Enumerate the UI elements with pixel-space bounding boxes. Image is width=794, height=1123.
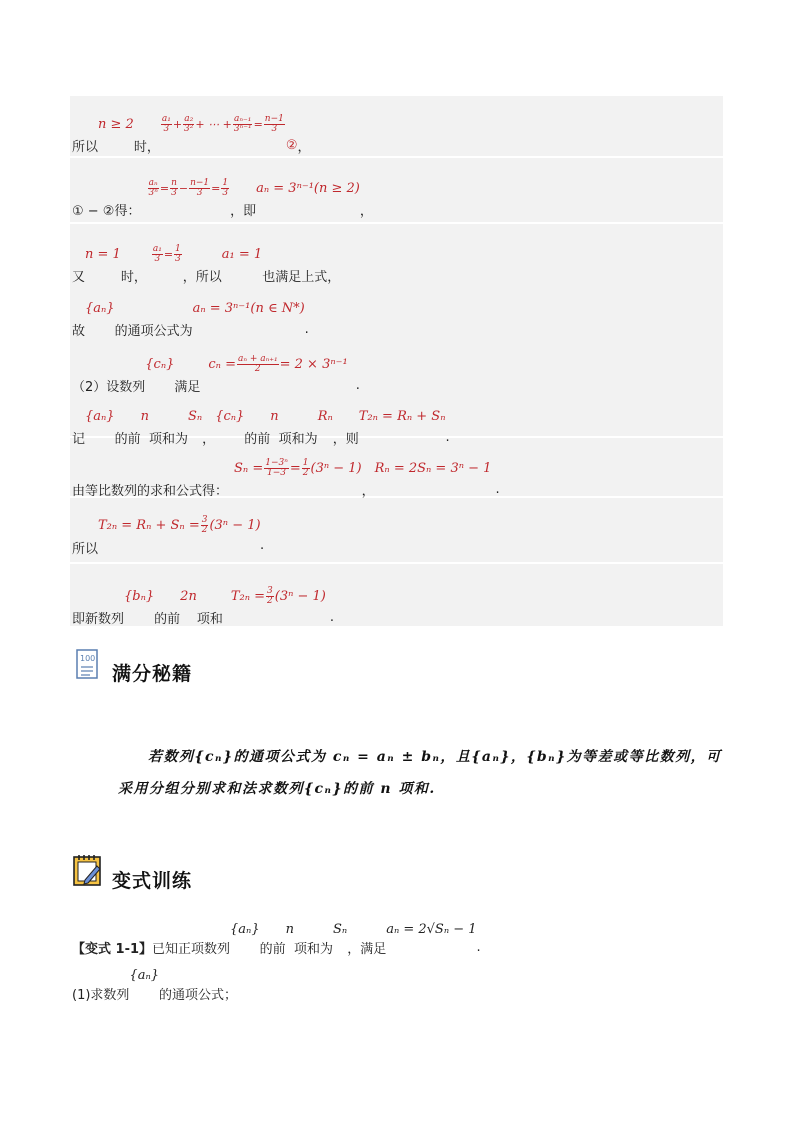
text: ，满足 — [347, 942, 387, 957]
math-var: n — [285, 922, 294, 937]
practice-heading: 变式训练 — [112, 870, 193, 892]
solution-line-1 — [72, 112, 311, 155]
text: ， — [359, 204, 373, 219]
math-sequence: {aₙ} — [230, 922, 260, 937]
math-var: n — [140, 409, 149, 424]
math-t2n-final: T₂ₙ = $\frac{3}{2}$ (3ⁿ − 1) — [230, 585, 326, 606]
math-var: Sₙ — [333, 922, 348, 937]
math-condition: n = 1 — [85, 247, 121, 262]
icon-label: 100 — [80, 654, 96, 663]
tips-heading: 满分秘籍 — [112, 663, 193, 685]
math-formula: T₂ₙ = Rₙ + Sₙ — [358, 409, 446, 424]
math-sequence: {aₙ} — [85, 409, 115, 424]
text: 时， — [133, 140, 160, 155]
math-condition: n ≥ 2 — [98, 117, 134, 132]
math-sequence: {bₙ} — [124, 589, 155, 604]
text: . — [495, 482, 500, 497]
text: 又 — [72, 270, 86, 285]
score-sheet-icon — [76, 649, 98, 679]
text: 已知正项数列 — [152, 942, 231, 957]
math-check: $\frac{\text{a₁}}{3}$ = $\frac{1}{3}$ — [152, 243, 181, 264]
solution-line-2 — [72, 176, 373, 219]
text: . — [260, 538, 265, 553]
solution-line-6 — [72, 404, 450, 447]
math-formula: aₙ = 2√Sₙ − 1 — [386, 922, 477, 937]
math-var: 2n — [180, 589, 197, 604]
text: 即新数列 — [72, 612, 125, 627]
solution-line-9 — [72, 584, 334, 627]
tips-line-1: 若数列{cₙ}的通项公式为 cₙ = aₙ ± bₙ，且{aₙ}，{bₙ}为等差或等比数列，可 — [148, 749, 722, 765]
text: ，即 — [230, 204, 257, 219]
text: 所以 — [72, 140, 99, 155]
math-cn-formula: cₙ = $\frac{\text{aₙ + aₙ₊₁}}{2}$ = 2 × 3ⁿ⁻¹ — [208, 353, 348, 374]
text: (1)求数列 — [72, 988, 130, 1003]
practice-subquestion-1 — [72, 966, 237, 1003]
panel-divider — [70, 562, 723, 564]
panel-divider — [70, 222, 723, 224]
math-difference: $\frac{\text{aₙ}}{\text{3ⁿ}}$ = $\frac{n}{3}$ − $\frac{n-1}{3}$ = $\frac{1}{3}$ — [148, 177, 229, 198]
text: 的前 — [114, 432, 141, 447]
math-sn-sum: Sₙ = $\frac{\text{1−3ⁿ}}{1-3}$ = $\frac{1}{2}$ (3ⁿ − 1) — [234, 457, 362, 478]
text: 项和为 — [148, 432, 188, 447]
text: 项和为 — [278, 432, 318, 447]
text: 项和为 — [293, 942, 333, 957]
math-var: Rₙ — [317, 409, 333, 424]
question-label: 【变式 1-1】 — [72, 942, 153, 957]
text: . — [329, 610, 335, 625]
practice-question — [72, 920, 481, 957]
text: 记 — [72, 432, 86, 447]
circled-two: ② — [285, 138, 298, 153]
solution-line-7 — [72, 456, 500, 499]
text: 故 — [72, 324, 86, 339]
text: . — [304, 322, 309, 337]
text: 的通项公式； — [158, 988, 237, 1003]
math-formula: a₁ = 1 — [221, 247, 263, 262]
text: ，则 — [332, 432, 359, 447]
text: 满足 — [174, 380, 201, 395]
text: ，所以 — [182, 270, 222, 285]
solution-line-4 — [72, 296, 309, 339]
text: ， — [361, 484, 375, 499]
notepad-pencil-icon — [73, 854, 103, 886]
text: . — [355, 378, 360, 393]
text: 项和 — [196, 612, 223, 627]
math-var: n — [270, 409, 279, 424]
math-formula: Rₙ = 2Sₙ = 3ⁿ − 1 — [374, 461, 492, 476]
tips-line-2: 采用分组分别求和法求数列{cₙ}的前 n 项和. — [118, 781, 436, 797]
math-formula: aₙ = 3ⁿ⁻¹(n ∈ N*) — [192, 301, 305, 316]
text: ， — [202, 432, 216, 447]
text: 由等比数列的求和公式得： — [72, 484, 229, 499]
solution-line-3 — [72, 242, 340, 285]
text: 的通项公式为 — [114, 324, 193, 339]
text: 时， — [120, 270, 147, 285]
text: （2）设数列 — [72, 380, 146, 395]
text: 的前 — [259, 942, 286, 957]
math-sequence: {cₙ} — [145, 357, 175, 372]
math-sequence: {aₙ} — [129, 968, 159, 983]
math-t2n: T₂ₙ = Rₙ + Sₙ = $\frac{3}{2}$ (3ⁿ − 1) — [98, 515, 261, 536]
math-sequence: {aₙ} — [85, 301, 115, 316]
math-formula: aₙ = 3ⁿ⁻¹(n ≥ 2) — [256, 181, 360, 196]
text: 所以 — [72, 542, 99, 557]
math-sum-equation: $\frac{\text{a₁}}{3}$ + $\frac{\text{a₂}}{\text{3²}}$ + ⋯ + $\frac{\text{aₙ₋₁}}{\text{3ⁿ⁻¹}}$ = $\frac{n-1}{3}$ — [161, 113, 284, 134]
text: . — [476, 940, 481, 955]
panel-divider — [70, 156, 723, 158]
text: . — [445, 430, 450, 445]
text: 也满足上式， — [262, 270, 341, 285]
solution-line-5 — [72, 352, 360, 395]
text: ① − ②得： — [72, 204, 141, 219]
text: 的前 — [244, 432, 271, 447]
math-sequence: {cₙ} — [215, 409, 245, 424]
math-var: Sₙ — [187, 409, 203, 424]
text: 的前 — [154, 612, 181, 627]
text: ， — [297, 140, 311, 155]
